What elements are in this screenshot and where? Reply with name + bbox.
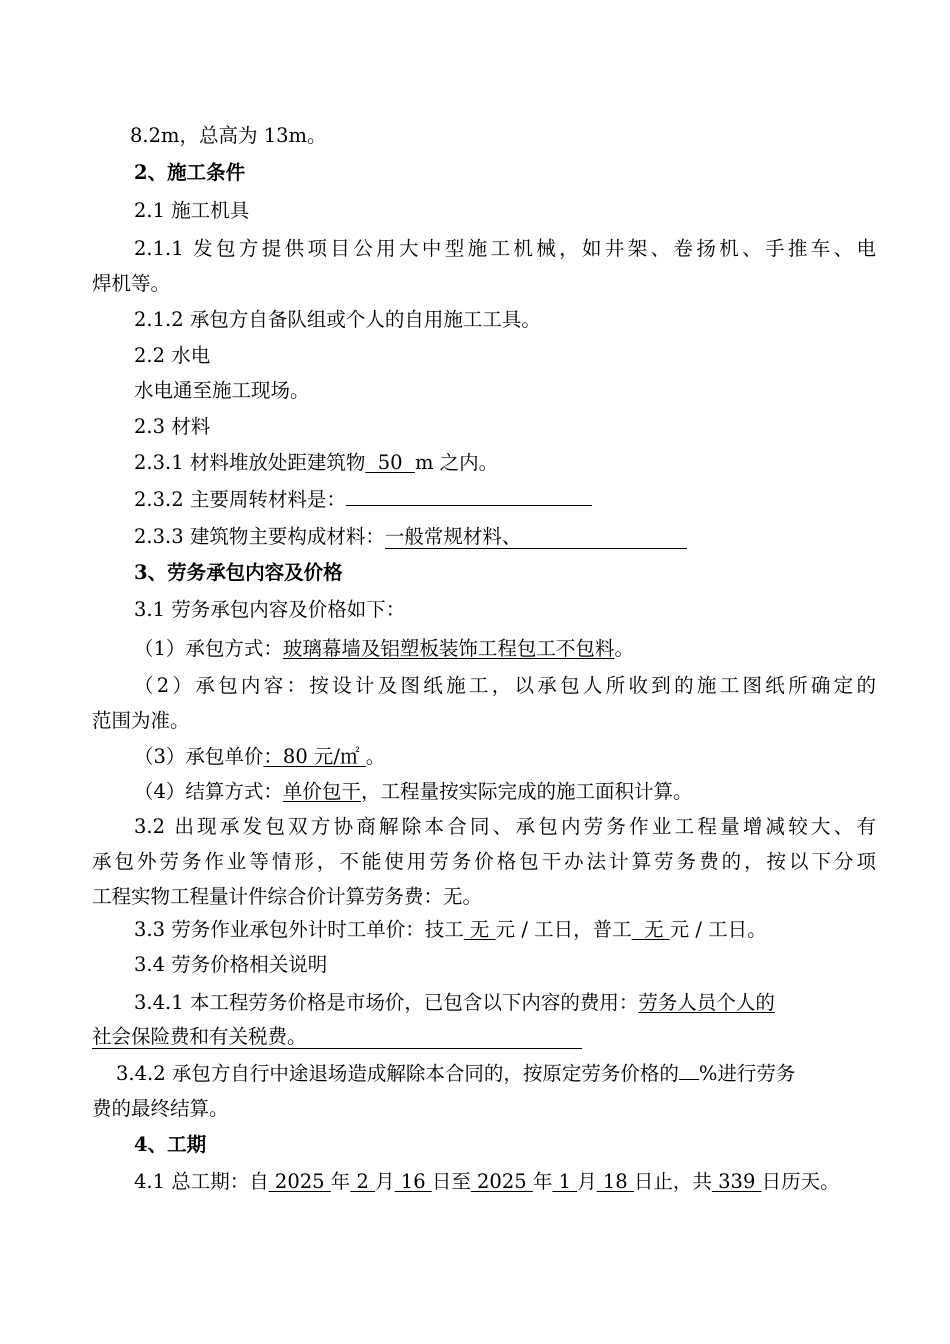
- filled-value: 一般常规材料、: [385, 526, 687, 549]
- section-heading: 3、劳务承包内容及价格: [134, 561, 343, 584]
- blank-field: [346, 487, 592, 506]
- label: 。: [365, 745, 386, 768]
- text-line: （2）承包内容：按设计及图纸施工，以承包人所收到的施工图纸所确定的: [134, 674, 876, 697]
- text-line: 焊机等。: [92, 272, 171, 295]
- text-line: 2.1.1 发包方提供项目公用大中型施工机械，如井架、卷扬机、手推车、电: [134, 237, 876, 260]
- subsection-heading: 3.4 劳务价格相关说明: [134, 953, 328, 976]
- filled-value: 2025: [470, 1170, 533, 1193]
- label: 3.4.2 承包方自行中途退场造成解除本合同的，按原定劳务价格的: [116, 1062, 679, 1085]
- subsection-heading: 2.3 材料: [134, 415, 211, 438]
- label: （4）结算方式：: [134, 780, 283, 803]
- label: ，工程量按实际完成的施工面积计算。: [360, 780, 693, 803]
- label: m 之内。: [414, 451, 499, 474]
- text-line: [134, 990, 775, 1016]
- filled-value: 无: [631, 918, 670, 941]
- filled-value: 无: [463, 918, 496, 941]
- label: 2.3.1 材料堆放处距建筑物: [134, 451, 366, 474]
- label: 月: [577, 1170, 597, 1193]
- label: 月: [375, 1170, 395, 1193]
- filled-value: 1: [552, 1170, 578, 1193]
- label: 2.3.2 主要周转材料是：: [134, 488, 346, 511]
- text-line: [134, 1169, 840, 1195]
- section-heading: 4、工期: [134, 1133, 207, 1156]
- text-line: 费的最终结算。: [92, 1097, 229, 1120]
- label: 。: [614, 637, 634, 660]
- label: 日止，共: [633, 1170, 712, 1193]
- label: 年: [532, 1170, 553, 1193]
- text-line: [134, 779, 692, 805]
- label: 3.4.1 本工程劳务价格是市场价，已包含以下内容的费用：: [134, 991, 639, 1014]
- label: 3.3 劳务作业承包外计时工单价：技工: [134, 918, 464, 941]
- filled-value: 玻璃幕墙及铝塑板装饰工程包工不包料: [282, 637, 615, 660]
- text-line: [134, 636, 634, 662]
- text-line: 8.2m，总高为 13m。: [130, 124, 327, 147]
- text-line: [92, 1024, 582, 1050]
- filled-value: 339: [711, 1170, 762, 1193]
- filled-value: ：80 元/㎡: [263, 745, 366, 768]
- filled-value: 18: [596, 1170, 634, 1193]
- text-line: 范围为准。: [92, 709, 190, 732]
- label: 日历天。: [761, 1170, 840, 1193]
- text-line: 2.1.2 承包方自备队组或个人的自用施工工具。: [134, 308, 541, 331]
- filled-value: 2: [350, 1170, 376, 1193]
- label: 元 / 工日，普工: [495, 918, 632, 941]
- filled-value: 单价包干: [282, 780, 361, 803]
- label: （1）承包方式：: [134, 637, 283, 660]
- label: 4.1 总工期：自: [134, 1170, 269, 1193]
- text-line: [134, 450, 498, 476]
- text-line: 工程实物工程量计件综合价计算劳务费：无。: [92, 885, 483, 908]
- subsection-heading: 2.1 施工机具: [134, 199, 250, 222]
- text-line: 水电通至施工现场。: [134, 379, 310, 402]
- filled-value: 2025: [268, 1170, 331, 1193]
- filled-value: 16: [394, 1170, 432, 1193]
- label: 元 / 工日。: [669, 918, 767, 941]
- text-line: [134, 524, 687, 550]
- label: %进行劳务: [698, 1062, 796, 1085]
- label: 日至: [431, 1170, 471, 1193]
- subsection-heading: 2.2 水电: [134, 344, 211, 367]
- text-line: [116, 1061, 795, 1087]
- label: 年: [330, 1170, 351, 1193]
- text-line: [134, 744, 385, 770]
- label: 2.3.3 建筑物主要构成材料：: [134, 525, 385, 548]
- filled-value: 社会保险费和有关税费。: [92, 1026, 582, 1049]
- section-heading: 2、施工条件: [134, 161, 246, 184]
- text-line: 承包外劳务作业等情形，不能使用劳务价格包干办法计算劳务费的，按以下分项: [92, 850, 876, 873]
- label: （3）承包单价: [134, 745, 264, 768]
- text-line: [134, 917, 767, 943]
- subsection-heading: 3.1 劳务承包内容及价格如下：: [134, 598, 406, 621]
- filled-value: 50: [365, 451, 415, 474]
- blank-field: [679, 1061, 699, 1080]
- filled-value: 劳务人员个人的: [638, 991, 775, 1014]
- text-line: [134, 487, 592, 513]
- text-line: 3.2 出现承发包双方协商解除本合同、承包内劳务作业工程量增减较大、有: [134, 815, 876, 838]
